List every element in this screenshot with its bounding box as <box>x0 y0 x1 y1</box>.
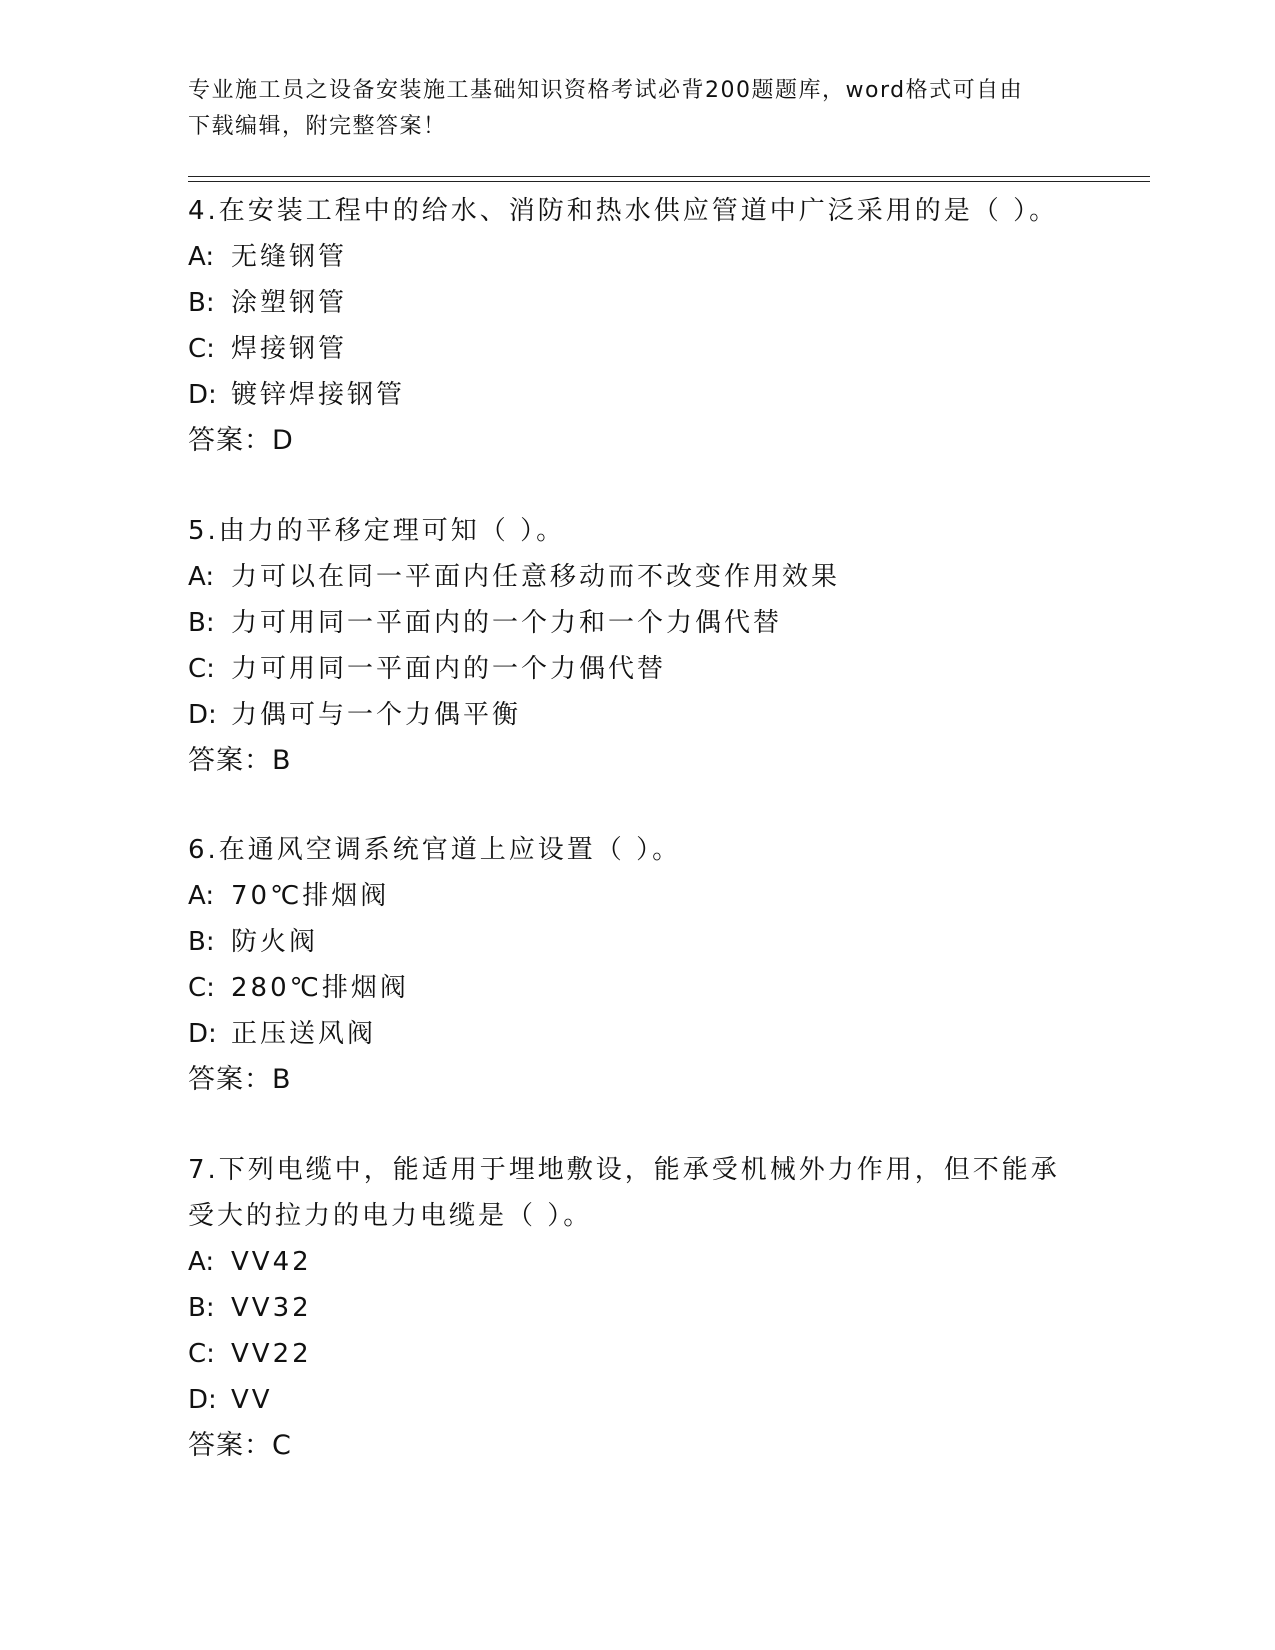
question-4 <box>188 188 1108 464</box>
option-letter: C: <box>188 334 215 364</box>
option-a <box>188 873 1108 919</box>
option-letter: A: <box>188 242 215 272</box>
option-c <box>188 965 1108 1011</box>
option-text: 70℃排烟阀 <box>231 881 390 911</box>
option-text: 力偶可与一个力偶平衡 <box>231 700 522 730</box>
option-text: 无缝钢管 <box>231 242 348 272</box>
option-a <box>188 234 1108 280</box>
answer-line: 答案：D <box>188 425 294 456</box>
option-text: 涂塑钢管 <box>231 288 348 318</box>
question-7 <box>188 1147 1108 1469</box>
option-letter: A: <box>188 1247 215 1277</box>
question-6 <box>188 827 1108 1103</box>
option-letter: A: <box>188 881 215 911</box>
option-c <box>188 1331 1108 1377</box>
option-text: 镀锌焊接钢管 <box>231 380 406 410</box>
option-letter: C: <box>188 1339 215 1369</box>
option-b <box>188 1285 1108 1331</box>
option-d <box>188 372 1108 418</box>
question-5 <box>188 508 1108 784</box>
answer-line: 答案：C <box>188 1430 292 1461</box>
option-d <box>188 1377 1108 1423</box>
document-header <box>188 73 1088 145</box>
question-stem: 5.由力的平移定理可知（ ）。 <box>188 516 566 546</box>
question-stem: 4.在安装工程中的给水、消防和热水供应管道中广泛采用的是（ ）。 <box>188 196 1059 226</box>
header-divider-top <box>188 176 1150 177</box>
option-text: 正压送风阀 <box>231 1019 377 1049</box>
option-letter: B: <box>188 288 215 318</box>
header-line-2: 下载编辑，附完整答案！ <box>188 114 447 139</box>
question-stem: 6.在通风空调系统官道上应设置（ ）。 <box>188 835 682 865</box>
option-text: 力可用同一平面内的一个力和一个力偶代替 <box>231 608 783 638</box>
question-stem-line-2: 受大的拉力的电力电缆是（ ）。 <box>188 1201 593 1231</box>
question-stem-line-1: 7.下列电缆中，能适用于埋地敷设，能承受机械外力作用，但不能承 <box>188 1155 1060 1185</box>
option-b <box>188 600 1108 646</box>
option-b <box>188 280 1108 326</box>
option-text: VV42 <box>231 1247 312 1277</box>
option-d <box>188 692 1108 738</box>
option-text: 力可以在同一平面内任意移动而不改变作用效果 <box>231 562 841 592</box>
option-letter: D: <box>188 380 217 410</box>
option-letter: D: <box>188 1385 217 1415</box>
option-letter: D: <box>188 1019 217 1049</box>
option-d <box>188 1011 1108 1057</box>
option-a <box>188 554 1108 600</box>
option-letter: C: <box>188 973 215 1003</box>
option-letter: A: <box>188 562 215 592</box>
header-line-1: 专业施工员之设备安装施工基础知识资格考试必背200题题库，word格式可自由 <box>188 78 1024 103</box>
option-text: 力可用同一平面内的一个力偶代替 <box>231 654 667 684</box>
option-c <box>188 646 1108 692</box>
option-letter: B: <box>188 1293 215 1323</box>
option-letter: B: <box>188 927 215 957</box>
option-b <box>188 919 1108 965</box>
option-text: 防火阀 <box>231 927 319 957</box>
option-letter: C: <box>188 654 215 684</box>
answer-line: 答案：B <box>188 1064 292 1095</box>
option-text: VV22 <box>231 1339 312 1369</box>
option-a <box>188 1239 1108 1285</box>
option-c <box>188 326 1108 372</box>
option-text: 280℃排烟阀 <box>231 973 409 1003</box>
answer-line: 答案：B <box>188 745 292 776</box>
header-divider-bottom <box>188 181 1150 182</box>
option-text: VV <box>231 1385 273 1415</box>
option-letter: B: <box>188 608 215 638</box>
option-text: VV32 <box>231 1293 312 1323</box>
option-letter: D: <box>188 700 217 730</box>
option-text: 焊接钢管 <box>231 334 348 364</box>
